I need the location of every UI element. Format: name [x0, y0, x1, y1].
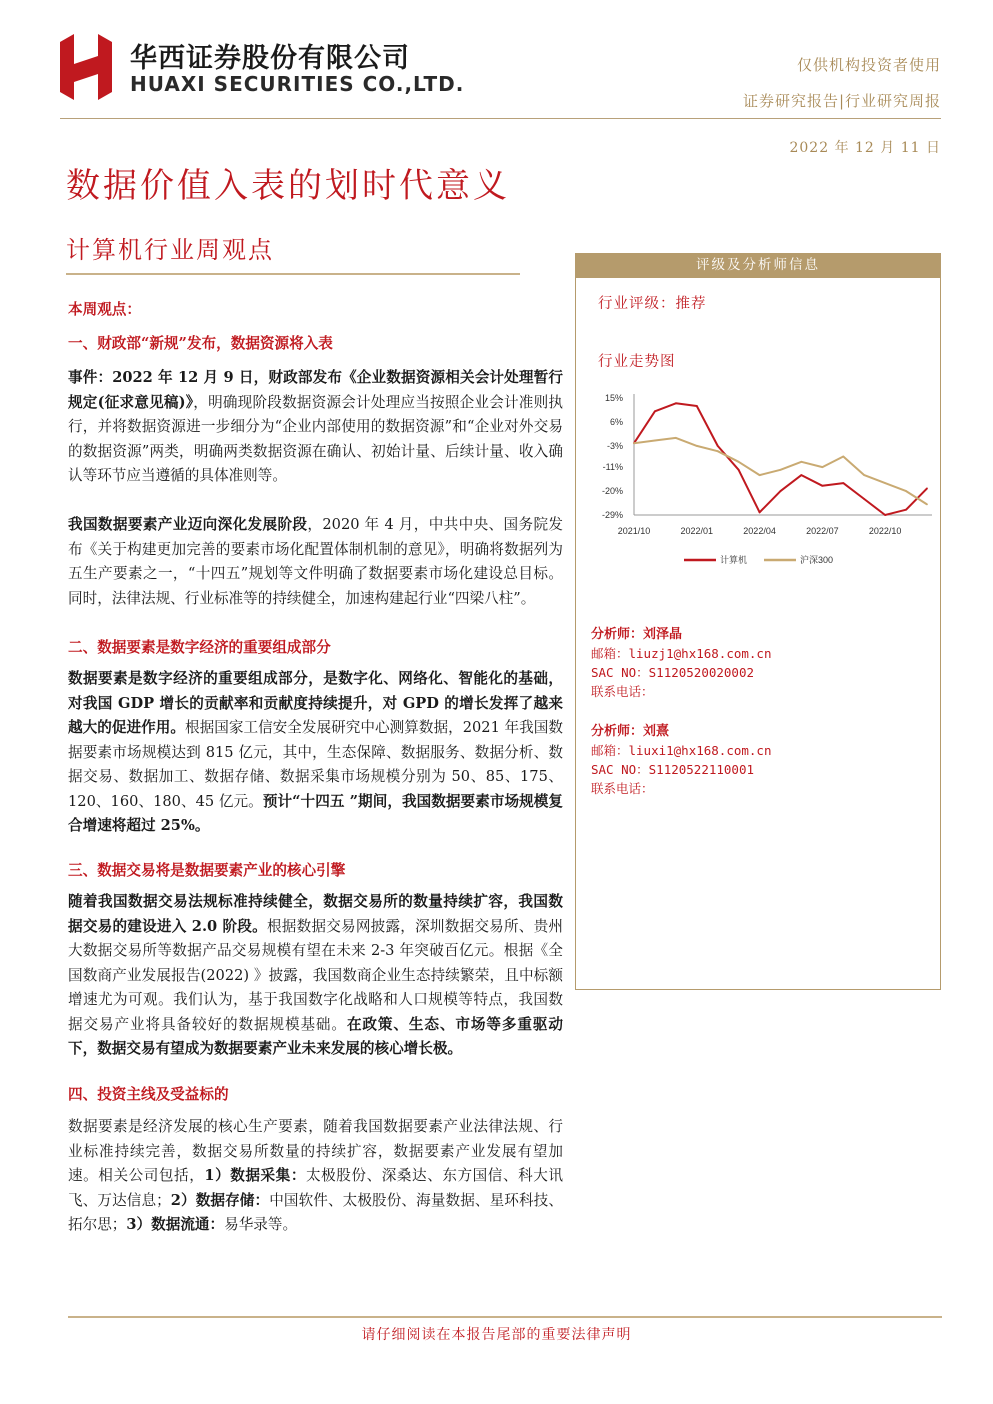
- chart-y-tick-label: 6%: [609, 416, 623, 427]
- analyst-2-email[interactable]: 邮箱：liuxi1@hx168.com.cn: [591, 743, 772, 758]
- chart-point: [821, 466, 823, 468]
- section-1-paragraph-1: [68, 366, 563, 489]
- chart-point: [675, 402, 677, 404]
- section-3-paragraph: [68, 890, 563, 1062]
- section-4-heading: 四、投资主线及受益标的: [68, 1086, 229, 1103]
- section-1-paragraph-2: [68, 513, 563, 611]
- s4-item3-list: 易华录等。: [224, 1216, 298, 1233]
- company-name-cn: 华西证券股份有限公司: [130, 43, 410, 74]
- trend-chart: [592, 385, 937, 570]
- chart-point: [863, 498, 865, 500]
- chart-y-tick-label: -3%: [606, 440, 623, 451]
- analyst-2-sac: SAC NO：S1120522110001: [591, 762, 755, 777]
- sidebar-header: 评级及分析师信息: [575, 253, 941, 278]
- page-title: 数据价值入表的划时代意义: [66, 166, 510, 206]
- s1-p2-lead: 我国数据要素产业迈向深化发展阶段: [68, 516, 308, 533]
- s3-p1-conclusion: 在政策、生态、市场等多重驱动下，数据交易有望成为数据要素产业未来发展的核心增长极。: [68, 1015, 563, 1057]
- chart-point: [884, 514, 886, 516]
- audience-note: 仅供机构投资者使用: [796, 56, 941, 74]
- chart-point: [842, 482, 844, 484]
- s1-p1-body: ，明确现阶段数据资源会计处理应当按照企业会计准则执行，并将数据资源进一步细分为“企业内部使用的数据资源”和“企业对外交易的数据资源”两类，明确两类数据资源在确认、初始计量、后续计量、收入确认等环节应当遵循的具体准则等。: [68, 393, 563, 484]
- week-view-label: [68, 298, 563, 323]
- chart-series-line-1: [634, 403, 927, 515]
- footer-divider: [68, 1316, 942, 1318]
- s2-p1-lead: 数据要素是数字经济的重要组成部分，是数字化、网络化、智能化的基础，对我国 GDP 增长的贡献率和贡献度持续提升，对 GPD 的增长发挥了越来越大的促进作用。: [68, 670, 563, 736]
- report-type: 证券研究报告|行业研究周报: [742, 92, 941, 110]
- chart-series-line-2: [634, 438, 927, 505]
- chart-point: [759, 474, 761, 476]
- chart-x-tick-label: 2022/01: [680, 526, 714, 536]
- section-1: [68, 332, 563, 357]
- analyst-2-name: 分析师：刘熹: [591, 724, 670, 739]
- chart-y-tick-label: -29%: [601, 510, 623, 520]
- s4-item3-label: 3）数据流通：: [126, 1216, 225, 1233]
- s1-p1-lead: 事件：2022 年 12 月 9 日，财政部发布: [68, 369, 343, 386]
- s4-p1-body: 数据要素是经济发展的核心生产要素，随着我国数据要素产业法律法规、行业标准持续完善，数据交易所数量的持续扩容，数据要素产业发展有望加速。相关公司包括，: [68, 1118, 563, 1184]
- chart-y-tick-label: -11%: [602, 462, 623, 473]
- chart-point: [780, 469, 782, 471]
- chart-point: [759, 511, 761, 513]
- section-2-paragraph: [68, 667, 563, 839]
- chart-point: [926, 503, 928, 505]
- chart-point: [884, 482, 886, 484]
- chart-point: [696, 405, 698, 407]
- s3-p1-lead: 随着我国数据交易法规标准持续健全，数据交易所的数量持续扩容，我国数据交易的建设进入 2.0 阶段。: [68, 893, 563, 935]
- chart-point: [926, 488, 928, 490]
- chart-y-tick-label: 15%: [604, 393, 623, 403]
- analyst-1: [591, 625, 931, 701]
- section-4: [68, 1083, 563, 1108]
- s2-p1-conclusion: 预计“十四五 ”期间，我国数据要素市场规模复合增速将超过 25%。: [68, 792, 563, 834]
- chart-x-tick-label: 2022/07: [806, 526, 839, 536]
- chart-x-tick-label: 2022/04: [743, 526, 776, 536]
- header-divider: [60, 118, 941, 119]
- section-3-heading: 三、数据交易将是数据要素产业的核心引擎: [68, 862, 346, 879]
- chart-point: [654, 410, 656, 412]
- s4-item1-label: 1）数据采集：: [204, 1167, 306, 1184]
- chart-point: [863, 474, 865, 476]
- chart-y-tick-label: -20%: [601, 486, 623, 497]
- section-1-heading: 一、财政部“新规”发布，数据资源将入表: [68, 335, 333, 352]
- chart-point: [780, 490, 782, 492]
- chart-point: [738, 461, 740, 463]
- s3-p1-body: 根据数据交易网披露，深圳数据交易所、贵州大数据交易所等数据产品交易规模有望在未来 2-3 年突破百亿元。根据《全国数商产业发展报告(2022) 》披露，我国数商企业生态持续繁荣，且中标额增速尤为可观。我们认为，基于我国数字化战略和人口规模等特点，我国数据交易产业将具备较好的数据规模基础。: [68, 917, 563, 1033]
- s1-p1-doc-title: 《企业数据资源相关会计处理暂行规定(征求意见稿)》: [68, 369, 563, 411]
- section-2: [68, 636, 563, 661]
- analyst-2: [591, 722, 931, 798]
- s4-item2-label: 2）数据存储：: [170, 1191, 270, 1209]
- chart-point: [696, 445, 698, 447]
- chart-point: [905, 490, 907, 492]
- trend-chart-title: 行业走势图: [598, 354, 676, 370]
- company-logo: [60, 34, 112, 100]
- chart-point: [675, 437, 677, 439]
- chart-point: [905, 509, 907, 511]
- analyst-1-sac: SAC NO：S1120520020002: [591, 665, 755, 680]
- chart-x-tick-label: 2021/10: [617, 526, 651, 536]
- analyst-1-phone: 联系电话：: [591, 684, 654, 699]
- company-name-en: HUAXI SECURITIES CO.,LTD.: [130, 72, 465, 96]
- chart-point: [801, 474, 803, 476]
- page-subtitle: 计算机行业周观点: [66, 236, 274, 264]
- week-view-heading: 本周观点：: [68, 301, 141, 318]
- s2-p1-body: 根据国家工信安全发展研究中心测算数据，2021 年我国数据要素市场规模达到 815 亿元，其中，生态保障、数据服务、数据分析、数据交易、数据加工、数据存储、数据采集市场规模分别为 50、85、175、120、160、180、45 亿元。: [68, 719, 563, 810]
- chart-point: [842, 456, 844, 458]
- subtitle-divider: [66, 273, 520, 275]
- chart-point: [654, 440, 656, 442]
- industry-rating: 行业评级：推荐: [598, 296, 707, 312]
- section-2-heading: 二、数据要素是数字经济的重要组成部分: [68, 639, 331, 656]
- legal-disclaimer: 请仔细阅读在本报告尾部的重要法律声明: [361, 1327, 632, 1343]
- chart-point: [801, 461, 803, 463]
- chart-point: [821, 485, 823, 487]
- chart-x-tick-label: 2022/10: [868, 526, 902, 536]
- section-3: [68, 859, 563, 884]
- report-date: 2022 年 12 月 11 日: [789, 140, 941, 156]
- analyst-1-email[interactable]: 邮箱：liuzj1@hx168.com.cn: [591, 646, 772, 661]
- s4-item2-list: 中国软件、太极股份、海量数据、星环科技、拓尔思；: [68, 1191, 563, 1233]
- chart-point: [717, 450, 719, 452]
- chart-point: [633, 442, 635, 444]
- section-4-paragraph: [68, 1115, 563, 1238]
- legend-label: 沪深300: [800, 555, 834, 565]
- s1-p2-body: ，2020 年 4 月，中共中央、国务院发布《关于构建更加完善的要素市场化配置体制机制的意见》，明确将数据列为五生产要素之一，“十四五”规划等文件明确了数据要素市场化建设总目标。同时，法律法规、行业标准等的持续健全，加速构建起行业“四梁八柱”。: [68, 516, 563, 607]
- legend-label: 计算机: [720, 555, 748, 565]
- s4-item1-list: 太极股份、深桑达、东方国信、科大讯飞、万达信息；: [68, 1167, 563, 1209]
- chart-point: [738, 469, 740, 471]
- analyst-1-name: 分析师：刘泽晶: [591, 627, 683, 642]
- analyst-2-phone: 联系电话：: [591, 781, 654, 796]
- chart-point: [717, 445, 719, 447]
